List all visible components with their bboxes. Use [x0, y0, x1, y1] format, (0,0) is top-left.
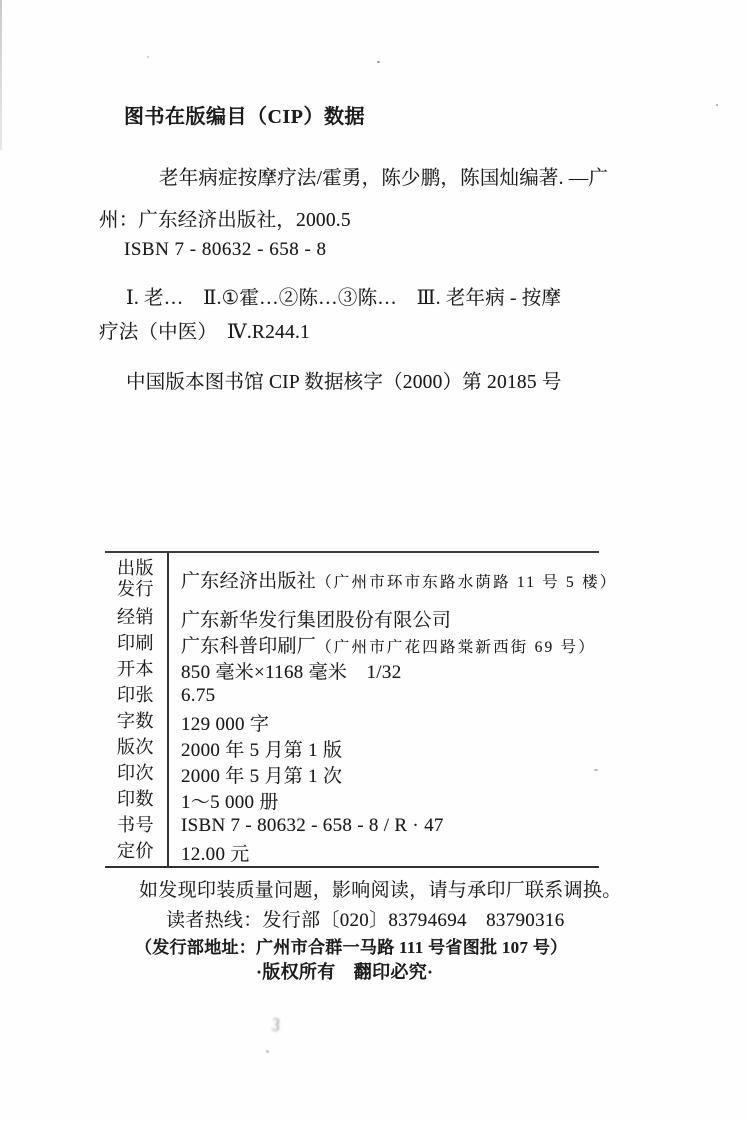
colophon-value — [167, 709, 599, 736]
colophon-label: 印刷 — [117, 633, 154, 654]
footer-copyright-notice: ·版权所有 翻印必究· — [256, 962, 434, 982]
colophon-value-text: ISBN 7 - 80632 - 658 - 8 / R · 47 — [181, 815, 444, 836]
colophon-value-text: 2000 年 5 月第 1 版 — [181, 739, 343, 761]
colophon-value-text: 1～5 000 册 — [181, 791, 279, 813]
colophon-column-divider — [167, 553, 169, 866]
colophon-value-text: 129 000 字 — [181, 713, 270, 735]
colophon-row-sheets — [105, 683, 599, 709]
scan-speck — [716, 104, 718, 106]
footer-quality-notice: 如发现印装质量问题，影响阅读，请与承印厂联系调换。 — [139, 880, 622, 901]
colophon-row-price — [105, 839, 599, 865]
colophon-value — [167, 761, 599, 788]
colophon-value-text: 850 毫米×1168 毫米 1/32 — [181, 661, 402, 683]
colophon-table — [105, 551, 618, 868]
cip-isbn: ISBN 7 - 80632 - 658 - 8 — [124, 239, 327, 260]
colophon-row-wordcount — [105, 709, 599, 735]
colophon-value — [167, 657, 599, 684]
colophon-value-note: （广州市广花四路棠新西街 69 号） — [316, 638, 596, 656]
colophon-label: 出版发行 — [117, 557, 154, 599]
cip-record-number: 中国版本图书馆 CIP 数据核字（2000）第 20185 号 — [126, 372, 562, 393]
colophon-value — [167, 787, 599, 814]
colophon-label: 书号 — [117, 815, 154, 836]
colophon-value — [167, 839, 599, 866]
cip-entry-line2: 州：广东经济出版社，2000.5 — [99, 210, 351, 231]
colophon-label: 印次 — [117, 763, 154, 784]
colophon-row-printing — [105, 761, 599, 787]
scan-speck — [266, 1050, 269, 1053]
scan-edge-line — [0, 0, 2, 150]
colophon-row-format — [105, 657, 599, 683]
cip-heading: 图书在版编目（CIP）数据 — [124, 106, 365, 128]
colophon-value-text: 广东经济出版社 — [181, 570, 317, 592]
colophon-label: 定价 — [117, 841, 154, 862]
colophon-value-text: 12.00 元 — [181, 843, 250, 865]
colophon-value — [167, 605, 599, 632]
scan-speck — [377, 61, 380, 63]
colophon-label: 印张 — [117, 685, 154, 706]
footer-distribution-address: （发行部地址：广州市合群一马路 111 号省图批 107 号） — [135, 938, 568, 957]
colophon-value-text: 广东科普印刷厂 — [181, 635, 317, 657]
colophon-label: 印数 — [117, 789, 154, 810]
colophon-value-text: 2000 年 5 月第 1 次 — [181, 765, 343, 787]
colophon-label: 开本 — [117, 659, 154, 680]
colophon-value-text: 6.75 — [181, 685, 216, 706]
colophon-row-edition — [105, 735, 599, 761]
colophon-value — [167, 685, 599, 707]
page-number-smudge: 3 — [270, 1015, 281, 1037]
cip-classification-line1: Ⅰ. 老… Ⅱ.①霍…②陈…③陈… Ⅲ. 老年病 - 按摩 — [126, 288, 562, 309]
colophon-row-printrun — [105, 787, 599, 813]
colophon-value-text: 广东新华发行集团股份有限公司 — [181, 609, 452, 631]
cip-classification-line2: 疗法（中医） Ⅳ.R244.1 — [99, 322, 310, 343]
colophon-value — [167, 815, 599, 837]
colophon-label: 版次 — [117, 737, 154, 758]
footer-reader-hotline: 读者热线：发行部〔020〕83794694 83790316 — [166, 910, 565, 931]
colophon-value — [167, 631, 599, 658]
colophon-value-note: （广州市环市东路水荫路 11 号 5 楼） — [316, 573, 618, 591]
colophon-row-publisher — [105, 553, 618, 605]
colophon-value — [167, 735, 599, 762]
colophon-row-booknumber — [105, 813, 599, 839]
colophon-row-distributor — [105, 605, 599, 631]
colophon-row-printer — [105, 631, 599, 657]
colophon-value — [167, 566, 618, 593]
cip-entry-line1: 老年病症按摩疗法/霍勇，陈少鹏，陈国灿编著. —广 — [159, 168, 609, 189]
colophon-label: 经销 — [117, 607, 154, 628]
colophon-label: 字数 — [117, 711, 154, 732]
scan-speck — [147, 56, 149, 58]
